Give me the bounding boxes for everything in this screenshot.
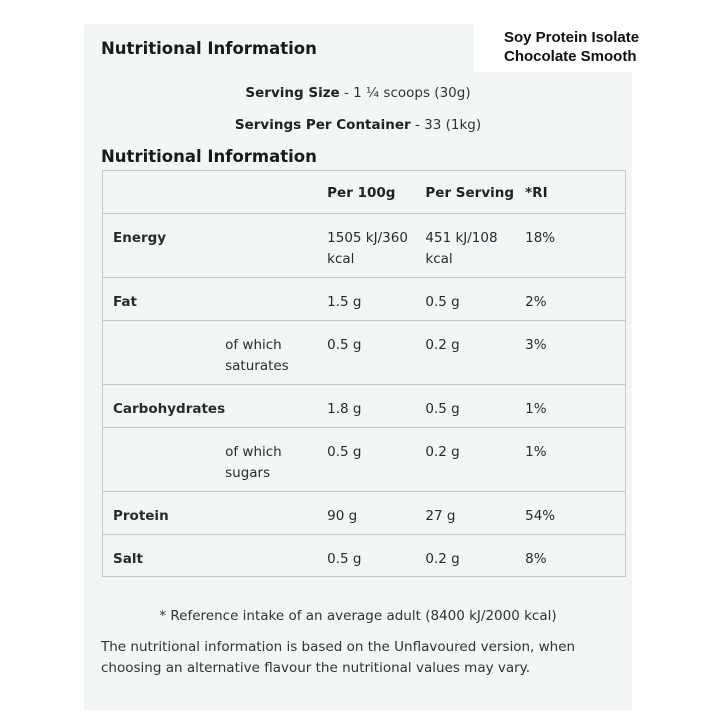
header-per-100g: Per 100g [327, 171, 425, 214]
row-per100: 0.5 g [327, 321, 425, 385]
row-serving: 0.2 g [425, 535, 525, 577]
header-nutrient [103, 171, 226, 214]
row-ri: 8% [525, 535, 625, 577]
row-per100: 1.5 g [327, 278, 425, 321]
row-name [103, 321, 226, 385]
row-sub: of which sugars [225, 428, 327, 492]
row-ri: 54% [525, 492, 625, 535]
row-per100: 1505 kJ/360 kcal [327, 214, 425, 278]
row-name: Fat [103, 278, 226, 321]
row-ri: 18% [525, 214, 625, 278]
row-per100: 0.5 g [327, 428, 425, 492]
table-row [103, 278, 626, 321]
row-name [103, 428, 226, 492]
header-subnutrient [225, 171, 327, 214]
page-title: Nutritional Information [101, 39, 317, 58]
product-flavour: Chocolate Smooth [504, 48, 637, 65]
row-sub: of which saturates [225, 321, 327, 385]
row-per100: 90 g [327, 492, 425, 535]
product-name: Soy Protein Isolate [504, 29, 640, 46]
row-ri: 3% [525, 321, 625, 385]
row-sub [225, 385, 327, 428]
table-row [103, 214, 626, 278]
header-ri: *RI [525, 171, 625, 214]
row-sub [225, 492, 327, 535]
nutrition-table [102, 170, 626, 577]
servings-per-container [84, 117, 632, 133]
servings-per-container-label: Servings Per Container [234, 117, 411, 133]
row-serving: 451 kJ/108 kcal [425, 214, 525, 278]
row-ri: 2% [525, 278, 625, 321]
row-sub [225, 535, 327, 577]
row-per100: 1.8 g [327, 385, 425, 428]
serving-size [84, 85, 632, 101]
row-per100: 0.5 g [327, 535, 425, 577]
row-ri: 1% [525, 428, 625, 492]
row-name: Protein [103, 492, 226, 535]
row-name: Energy [103, 214, 226, 278]
row-serving: 0.5 g [425, 278, 525, 321]
row-serving: 0.2 g [425, 321, 525, 385]
reference-footnote: * Reference intake of an average adult (8400 kJ/2000 kcal) [159, 608, 557, 624]
row-serving: 0.2 g [425, 428, 525, 492]
table-row [103, 535, 626, 577]
row-serving: 0.5 g [425, 385, 525, 428]
row-name: Salt [103, 535, 226, 577]
serving-size-value: - 1 ¼ scoops (30g) [344, 85, 471, 101]
product-label [474, 22, 644, 72]
table-row [103, 428, 626, 492]
table-title: Nutritional Information [101, 147, 317, 166]
row-serving: 27 g [425, 492, 525, 535]
header-per-serving: Per Serving [425, 171, 525, 214]
table-header-row [103, 171, 626, 214]
row-sub [225, 278, 327, 321]
serving-size-label: Serving Size [245, 85, 340, 101]
servings-per-container-value: - 33 (1kg) [414, 117, 482, 133]
row-ri: 1% [525, 385, 625, 428]
row-sub [225, 214, 327, 278]
table-row [103, 321, 626, 385]
table-row [103, 385, 626, 428]
table-row [103, 492, 626, 535]
flavour-note: The nutritional information is based on the Unflavoured version, when choosing an alternative flavour the nutritional values may vary. [101, 639, 576, 676]
row-name: Carbohydrates [103, 385, 226, 428]
